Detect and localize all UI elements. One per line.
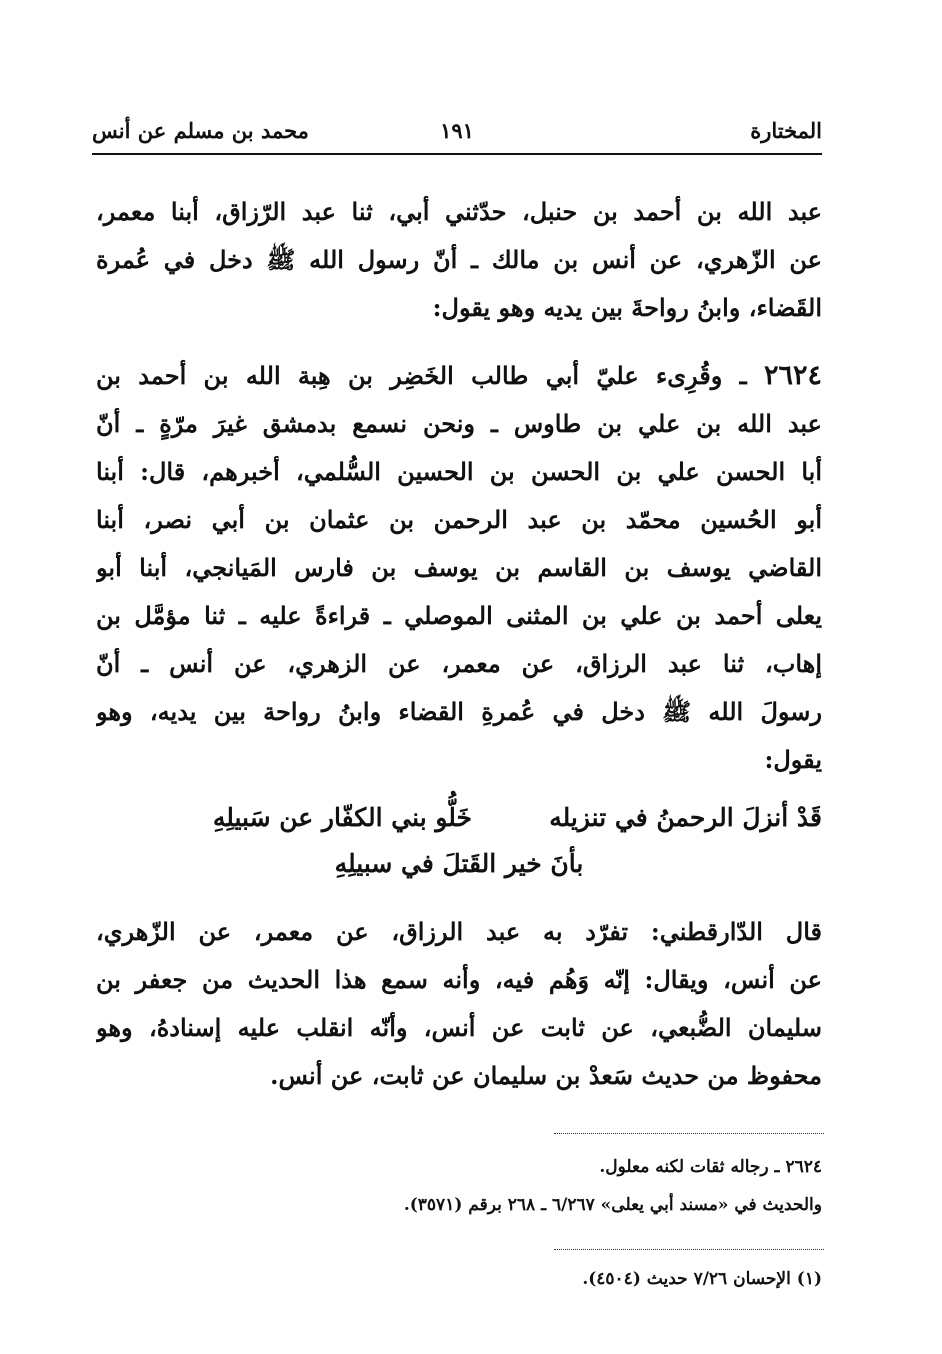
text-line: ـ وقُرِىء عليّ أبي طالب الخَضِر بن هِبة الله بن أحمد بن (96, 361, 747, 390)
footnote: ٢٦٢٤ ـ رجاله ثقات لكنه معلول. (599, 1157, 822, 1177)
poem-second-line: بأنَ خير القَتلَ في سبيلِهِ (334, 849, 584, 878)
footnote-separator (554, 1249, 824, 1250)
header-rule (92, 153, 822, 155)
text-line: سليمان الضُّبعي، عن ثابت عن أنس، وأنّه انقلب عليه إسنادهُ، وهو (96, 1013, 822, 1042)
poem-hemistich-left: خَلُّو بني الكفّار عن سَبيلِهِ (212, 803, 472, 832)
text-line: عن أنس، ويقال: إنّه وَهُم فيه، وأنه سمع هذا الحديث من جعفر بن (96, 965, 822, 994)
text-line: عن الزّهري، عن أنس بن مالك ـ أنّ رسول الله ﷺ دخل في عُمرة (96, 245, 822, 274)
page-header (92, 112, 822, 152)
text-line: أبو الحُسين محمّد بن عبد الرحمن بن عثمان بن أبي نصر، أبنا (96, 505, 822, 534)
footnote: والحديث في «مسند أبي يعلى» ٦/٢٦٧ ـ ٢٦٨ برقم (٣٥٧١). (403, 1195, 822, 1215)
text-line: يعلى أحمد بن علي بن المثنى الموصلي ـ قراءةً عليه ـ ثنا مؤمَّل بن (96, 601, 822, 630)
text-line: أبا الحسن علي بن الحسن بن الحسين السُّلمي، أخبرهم، قال: أبنا (96, 457, 822, 486)
text-line: عبد الله بن علي بن طاوس ـ ونحن نسمع بدمشق غيرَ مرّةٍ ـ أنّ (96, 409, 822, 438)
poem-hemistich-right: قَدْ أنزلَ الرحمنُ في تنزيله (549, 803, 822, 832)
text-line: القاضي يوسف بن القاسم بن يوسف بن فارس المَيانجي، أبنا أبو (96, 553, 822, 582)
text-line: قال الدّارقطني: تفرّد به عبد الرزاق، عن معمر، عن الزّهري، (96, 917, 822, 946)
hadith-number: ٢٦٢٤ (763, 360, 822, 391)
page-number: ١٩١ (440, 118, 474, 143)
text-line: يقول: (764, 745, 822, 774)
text-line: القَضاء، وابنُ رواحةَ بين يديه وهو يقول: (432, 293, 822, 322)
text-line: محفوظ من حديث سَعدْ بن سليمان عن ثابت، عن أنس. (270, 1061, 822, 1090)
text-line: رسولَ الله ﷺ دخل في عُمرةِ القضاء وابنُ رواحة بين يديه، وهو (96, 697, 822, 726)
text-line: عبد الله بن أحمد بن حنبل، حدّثني أبي، ثنا عبد الرّزاق، أبنا معمر، (96, 197, 822, 226)
hadith-first-line (96, 352, 822, 400)
footnote-separator (554, 1133, 824, 1134)
chapter-title: محمد بن مسلم عن أنس (92, 118, 309, 143)
text-line: إهاب، ثنا عبد الرزاق، عن معمر، عن الزهري، عن أنس ـ أنّ (96, 649, 822, 678)
footnote: (١) الإحسان ٧/٢٦ حديث (٤٥٠٤). (582, 1269, 822, 1289)
book-title: المختارة (750, 118, 822, 143)
